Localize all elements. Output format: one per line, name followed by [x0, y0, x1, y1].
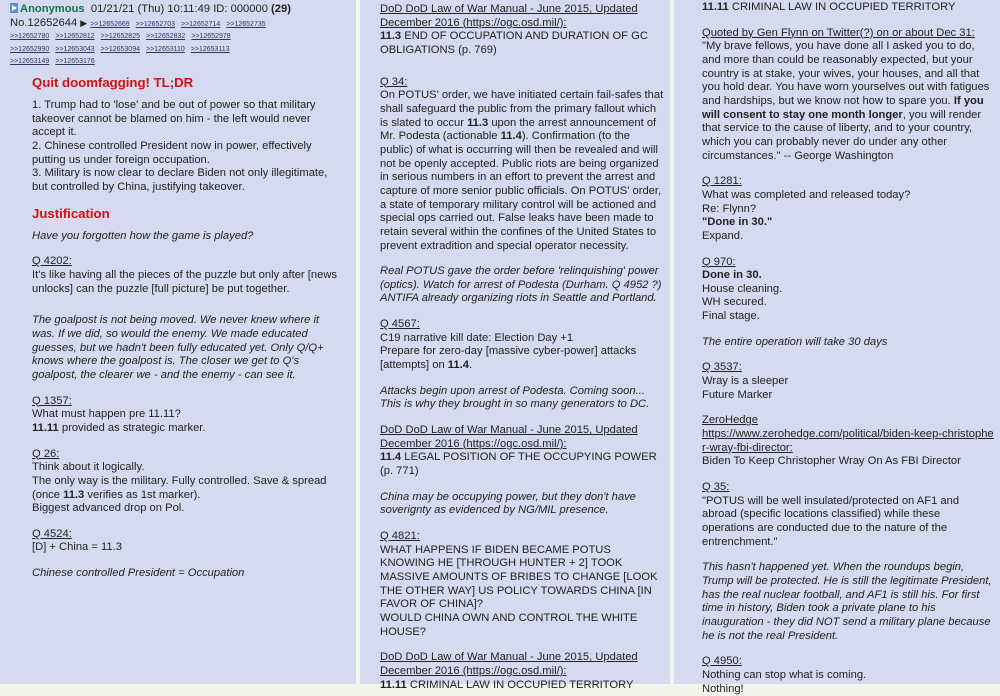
q1281-line: Re: Flynn? [702, 202, 757, 215]
dod-section-text: END OF OCCUPATION AND DURATION OF GC OBLIGATIONS (p. 769) [380, 30, 648, 56]
hasnt-happened-text: This hasn't happened yet. When the roundups begin, Trump will be protected. He is still the legitimate President, has the real nuclear football, and AF1 is still his. For first time in history, Biden took a private plane to his inauguration - they did NOT send a military plane because he is not the real President. [702, 561, 992, 642]
backlink[interactable]: >>12653176 [55, 57, 95, 65]
q1357-text: provided as strategic marker. [58, 421, 206, 434]
q35-label: Q 35: [702, 481, 730, 494]
marker: 11.11 [702, 1, 729, 13]
backlink[interactable]: >>12652825 [100, 33, 140, 41]
entire-operation-text: The entire operation will take 30 days [702, 335, 888, 348]
dod-section [380, 451, 664, 478]
backlink[interactable]: >>12652669 [90, 20, 130, 28]
real-potus-text: Real POTUS gave the order before 'relinquishing' power (optics). Watch for arrest of Podesta (Durham. Q 4952 ?) ANTIFA already organizing riots in Seattle and Portland. [380, 265, 662, 305]
post-body [10, 67, 350, 581]
q970-label: Q 970: [702, 255, 736, 268]
dod-section [702, 1, 994, 15]
marker: 11.11 [32, 421, 59, 434]
column-3 [674, 0, 1000, 695]
poster-id[interactable]: ID: 000000 [213, 3, 268, 15]
q4567-text: . [468, 359, 473, 372]
q1357-label: Q 1357: [32, 394, 72, 407]
q35-text: "POTUS will be well insulated/protected on AF1 and abroad (specific locations classified) while these operations are conducted due to the nature of the entrenchment." [702, 494, 960, 548]
backlink[interactable]: >>12652812 [55, 33, 95, 41]
q4567-label: Q 4567: [380, 318, 420, 331]
q4202-label: Q 4202: [32, 255, 72, 268]
poster-name: Anonymous [20, 3, 85, 15]
q4950-label: Q 4950: [702, 655, 742, 668]
q4567-line [380, 345, 664, 372]
column-2 [360, 0, 670, 691]
justification-heading: Justification [32, 205, 110, 221]
dod-manual-link[interactable]: DoD DoD Law of War Manual - June 2015, Updated December 2016 (https://ogc.osd.mil/): [380, 3, 638, 29]
dod-section [380, 30, 664, 57]
post-header [10, 3, 350, 17]
tldr-heading: Quit doomfagging! TL;DR [32, 74, 194, 90]
occupation-text: Chinese controlled President = Occupation [32, 567, 245, 580]
q26-line: Think about it logically. [32, 461, 145, 474]
backlink[interactable]: >>12653094 [100, 45, 140, 53]
marker: 11.3 [380, 30, 402, 43]
q4524-text: [D] + China = 11.3 [32, 541, 122, 554]
marker: 11.4 [500, 130, 522, 143]
q34-part: upon the arrest announcement of Mr. Podesta (actionable [380, 116, 657, 143]
q4950-line: Nothing can stop what is coming. [702, 668, 867, 681]
dod-section-text: CRIMINAL LAW IN OCCUPIED TERRITORY [728, 1, 956, 13]
q1357-line: What must happen pre 11.11? [32, 408, 181, 421]
tldr-point: 2. Chinese controlled President now in power, effectively putting us under foreign occupation. [32, 139, 312, 166]
q1357-line [32, 422, 344, 436]
zerohedge-headline: Biden To Keep Christopher Wray On As FBI Director [702, 455, 961, 468]
dod-section-text: LEGAL POSITION OF THE OCCUPYING POWER (p. 771) [380, 451, 657, 478]
post-number[interactable]: No.12652644 [10, 16, 78, 29]
q4821-text: WHAT HAPPENS IF BIDEN BECAME POTUS KNOWING HE [THROUGH HUNTER + 2] TOOK MASSIVE AMOUNTS OF BRIBES TO CHANGE [LOOK THE OTHER WAY] US POLICY TOWARDS CHINA [IN FAVOR OF CHINA]? [380, 543, 658, 611]
backlink[interactable]: >>12653113 [190, 45, 230, 53]
q1281-line: What was completed and released today? [702, 188, 911, 201]
q3537-label: Q 3537: [702, 361, 742, 374]
marker: 11.3 [467, 116, 489, 129]
marker: 11.4 [380, 451, 402, 464]
china-occupation-text: China may be occupying power, but they don't have soverignty as evidenced by NG/MIL presence. [380, 490, 636, 517]
dod-section-text: CRIMINAL LAW IN OCCUPIED TERRITORY [406, 678, 634, 691]
quote-part: "My brave fellows, you have done all I asked you to do, and more than could be reasonably expected, but your country is at stake, your wives, your houses, and all that you hold dear. You have worn yourselves out with fatigues and hardships, but we know not how to spare you. [702, 40, 990, 107]
q3537-line: Wray is a sleeper [702, 375, 789, 388]
backlink[interactable]: >>12653149 [10, 57, 50, 65]
post-number-line [10, 17, 350, 31]
q1281-line: Expand. [702, 229, 744, 242]
backlink[interactable]: >>12652735 [226, 20, 266, 28]
q970-line: Done in 30. [702, 269, 762, 282]
quote-emphasis: If you will consent to stay one month longer [702, 94, 984, 121]
tldr-point: 1. Trump had to 'lose' and be out of power so that military takeover cannot be blamed on him - the left would never accept it. [32, 98, 316, 139]
q970-line: House cleaning. [702, 282, 783, 295]
q26-line: Biggest advanced drop on Pol. [32, 502, 185, 515]
q34-text [380, 89, 664, 253]
zerohedge-link[interactable]: https://www.zerohedge.com/political/biden-keep-christopher-wray-fbi-director: [702, 428, 994, 454]
q1281-line: "Done in 30." [702, 216, 773, 229]
backlink[interactable]: >>12652990 [10, 45, 50, 53]
backlink[interactable]: >>12652703 [135, 20, 175, 28]
q26-text: verifies as 1st marker). [84, 488, 201, 501]
q34-part: On POTUS' order, we have initiated certain fail-safes that shall safeguard the public from the primary fallout which is slated to occur [380, 89, 664, 129]
q34-label: Q 34: [380, 75, 408, 88]
expand-icon[interactable] [10, 3, 18, 13]
q4567-text: Prepare for zero-day [massive cyber-power] attacks [attempts] on [380, 345, 637, 372]
game-question: Have you forgotten how the game is played? [32, 229, 254, 242]
dod-section [380, 679, 664, 693]
q4567-line: C19 narrative kill date: Election Day +1 [380, 331, 574, 344]
backlink[interactable]: >>12652832 [145, 33, 186, 41]
q3537-line: Future Marker [702, 388, 773, 401]
q34-part: ). Confirmation (to the public) of what is occurring will then be revealed and will not be openly accepted. Public riots are being organized in serious numbers in an effort to prevent the arrest and capture of more senior public officials. On POTUS' order, a state of temporary military control will be actioned and special ops carried out. False leaks have been made to retain several within the confines of the United States to prevent extradition and special operator necessity. [380, 130, 662, 252]
post-datetime: 01/21/21 (Thu) 10:11:49 [90, 3, 211, 15]
marker: 11.4 [447, 359, 469, 372]
backlink[interactable]: >>12653043 [55, 45, 95, 53]
q970-line: Final stage. [702, 310, 760, 323]
backlinks-row-3 [10, 44, 350, 55]
backlinks-row-2 [10, 31, 350, 42]
dod-manual-link[interactable]: DoD DoD Law of War Manual - June 2015, Updated December 2016 (https://ogc.osd.mil/): [380, 424, 638, 450]
attacks-text: Attacks begin upon arrest of Podesta. Coming soon... This is why they brought in so many generators to DC. [380, 384, 650, 411]
q26-label: Q 26: [32, 447, 60, 460]
zerohedge-label: ZeroHedge [702, 414, 758, 427]
washington-quote [702, 40, 994, 163]
q4821-text: WOULD CHINA OWN AND CONTROL THE WHITE HOUSE? [380, 611, 638, 638]
backlink[interactable]: >>12652714 [180, 20, 221, 28]
backlink[interactable]: >>12652780 [10, 33, 50, 41]
backlink[interactable]: >>12653110 [145, 45, 185, 53]
post-count: (29) [271, 3, 291, 15]
marker: 11.11 [380, 678, 407, 691]
q4524-label: Q 4524: [32, 527, 72, 540]
backlinks-row-4 [10, 56, 350, 67]
tldr-list [32, 99, 344, 195]
marker: 11.3 [63, 488, 85, 501]
backlink[interactable]: >>12652978 [191, 33, 231, 41]
reply-arrow-icon[interactable]: ▶ [80, 17, 88, 28]
q1281-label: Q 1281: [702, 175, 742, 188]
quote-part: , you will render that service to the cause of liberty, and to your country, which you can probably never do under any other circumstances." -- George Washington [702, 108, 982, 162]
goalpost-text: The goalpost is not being moved. We never knew where it was. If we did, so would the enemy. We made educated guesses, but we hadn't been fully educated yet. Only Q/Q+ knows where the goalpost is. The closer we get to Q's goalpost, the clearer we - and the enemy - can see it. [32, 314, 324, 381]
q4202-text: It's like having all the pieces of the puzzle but only after [news unlocks] can the puzzle [full picture] be put together. [32, 268, 337, 295]
q4821-label: Q 4821: [380, 530, 420, 542]
dod-manual-link[interactable]: DoD DoD Law of War Manual - June 2015, Updated December 2016 (https://ogc.osd.mil/): [380, 651, 638, 677]
q26-line [32, 475, 344, 502]
q970-line: WH secured. [702, 296, 767, 309]
flynn-quote-link[interactable]: Quoted by Gen Flynn on Twitter(?) on or about Dec 31: [702, 26, 975, 39]
q4950-line: Nothing! [702, 682, 744, 695]
column-1 [0, 0, 356, 684]
q26-text: The only way is the military. Fully controlled. Save & spread (once [32, 474, 327, 501]
backlinks [90, 21, 271, 28]
tldr-point: 3. Military is now clear to declare Biden not only illegitimate, but controlled by China, justifying takeover. [32, 167, 328, 193]
